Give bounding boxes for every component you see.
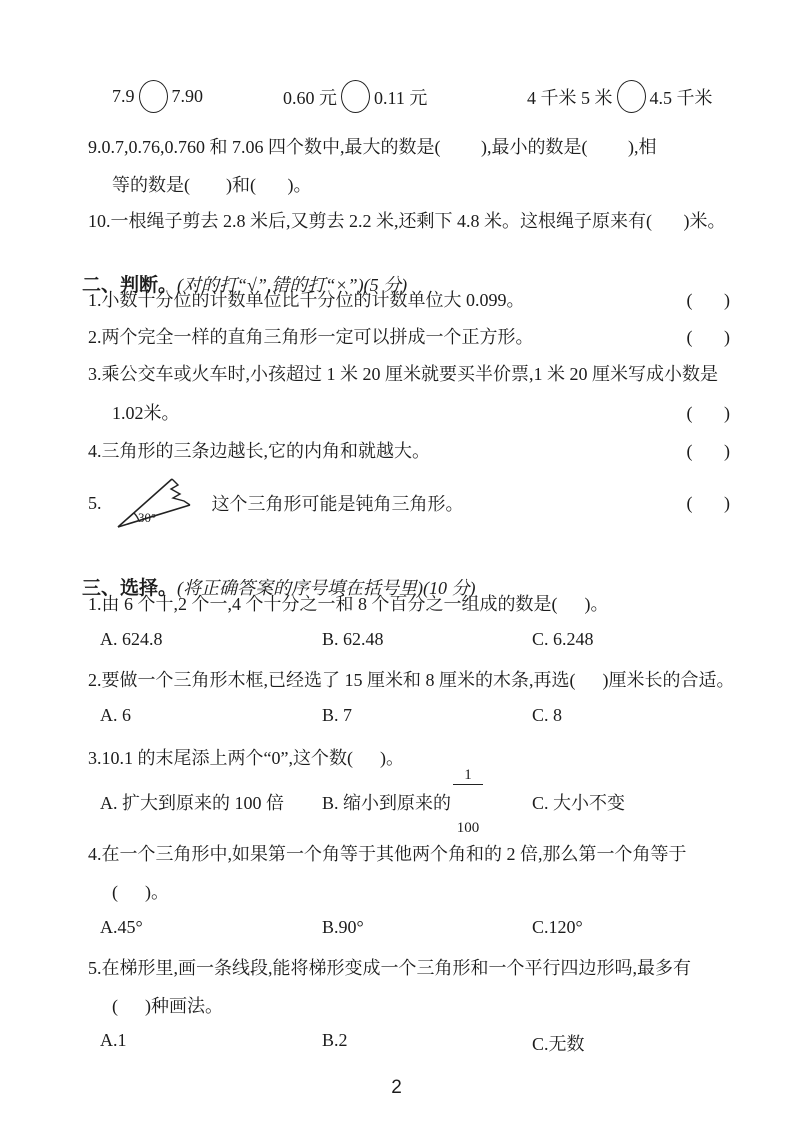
option-b: B.2 — [322, 1030, 348, 1050]
option-a: A.1 — [100, 1030, 127, 1050]
fraction-denominator: 100 — [456, 819, 480, 836]
choice-2-options — [0, 705, 793, 731]
option-a: A.45° — [100, 917, 143, 937]
choice-question-4-line1: 4.在一个三角形中,如果第一个角等于其他两个角和的 2 倍,那么第一个角等于 — [88, 844, 687, 864]
comparison-pair-3 — [527, 80, 713, 113]
option-b: B.90° — [322, 917, 364, 937]
question-10: 10.一根绳子剪去 2.8 米后,又剪去 2.2 米,还剩下 4.8 米。这根绳子原来有( )米。 — [88, 211, 726, 231]
section-choice-note: (将正确答案的序号填在括号里)(10 分) — [177, 578, 476, 598]
judge-item-text: 4.三角形的三条边越长,它的内角和就越大。 — [88, 441, 430, 461]
section-choice-title: 三、选择。 — [82, 578, 178, 599]
option-b-text: B. 缩小到原来的 — [322, 793, 452, 813]
comparison-left: 7.9 — [112, 86, 135, 106]
comparison-pair-1 — [112, 80, 203, 113]
option-b — [322, 767, 483, 836]
option-a: A. 扩大到原来的 100 倍 — [100, 793, 284, 813]
choice-4-options — [0, 917, 793, 943]
option-a: A. 6 — [100, 705, 131, 725]
judge-item-text: 这个三角形可能是钝角三角形。 — [211, 494, 464, 514]
question-9-line2: 等的数是( )和( )。 — [112, 175, 312, 195]
option-c: C.无数 — [532, 1034, 585, 1054]
section-judge-note: (对的打“√”,错的打“×”)(5 分) — [177, 275, 408, 295]
judge-item-3-line2 — [112, 399, 730, 425]
answer-bracket: ( ) — [686, 403, 730, 423]
torn-triangle-figure — [114, 474, 198, 532]
choice-question-3: 3.10.1 的末尾添上两个“0”,这个数( )。 — [88, 748, 404, 768]
option-c: C. 6.248 — [532, 629, 594, 649]
comparison-right: 7.90 — [171, 86, 203, 106]
answer-bracket: ( ) — [686, 327, 730, 347]
answer-bracket: ( ) — [686, 441, 730, 461]
judge-item-4 — [88, 437, 730, 463]
choice-question-1: 1.由 6 个十,2 个一,4 个十分之一和 8 个百分之一组成的数是( )。 — [88, 594, 609, 614]
answer-bracket: ( ) — [686, 290, 730, 310]
page-number: 2 — [391, 1077, 402, 1098]
angle-label: 30° — [137, 510, 156, 525]
choice-3-options — [0, 767, 793, 836]
comparison-pair-2 — [283, 80, 427, 113]
comparison-left: 4 千米 5 米 — [527, 87, 613, 108]
answer-circle-icon — [341, 80, 370, 113]
judge-item-3-line1: 3.乘公交车或火车时,小孩超过 1 米 20 厘米就要买半价票,1 米 20 厘米写成小数是 — [88, 364, 718, 384]
section-judge-title: 二、判断。 — [82, 275, 178, 296]
comparison-right: 0.11 元 — [374, 87, 428, 108]
judge-item-5 — [88, 472, 730, 534]
comparison-left: 0.60 元 — [283, 87, 337, 108]
option-a: A. 624.8 — [100, 629, 163, 649]
torn-edge — [171, 479, 190, 505]
option-c: C.120° — [532, 917, 583, 937]
fraction-numerator: 1 — [453, 767, 483, 785]
choice-question-5-line1: 5.在梯形里,画一条线段,能将梯形变成一个三角形和一个平行四边形吗,最多有 — [88, 958, 691, 978]
option-b: B. 62.48 — [322, 629, 384, 649]
question-9-line1: 9.0.7,0.76,0.760 和 7.06 四个数中,最大的数是( ),最小的数是( ),相 — [88, 137, 657, 157]
judge-item-text: 1.小数十分位的计数单位比千分位的计数单位大 0.099。 — [88, 290, 525, 310]
choice-question-2: 2.要做一个三角形木框,已经选了 15 厘米和 8 厘米的木条,再选( )厘米长的合适。 — [88, 670, 735, 690]
answer-bracket: ( ) — [686, 492, 730, 513]
judge-item-1 — [88, 286, 730, 312]
choice-1-options — [0, 629, 793, 655]
choice-5-options — [0, 1030, 793, 1056]
judge-item-2 — [88, 323, 730, 349]
choice-question-4-line2: ( )。 — [112, 882, 169, 902]
option-c: C. 8 — [532, 705, 563, 725]
comparison-right: 4.5 千米 — [649, 87, 713, 108]
answer-circle-icon — [139, 80, 168, 113]
judge-item-text: 1.02米。 — [112, 403, 180, 423]
choice-question-5-line2: ( )种画法。 — [112, 996, 223, 1016]
judge-item-number: 5. — [88, 492, 102, 513]
answer-circle-icon — [617, 80, 646, 113]
option-c: C. 大小不变 — [532, 793, 626, 813]
judge-item-text: 2.两个完全一样的直角三角形一定可以拼成一个正方形。 — [88, 327, 534, 347]
option-b: B. 7 — [322, 705, 353, 725]
